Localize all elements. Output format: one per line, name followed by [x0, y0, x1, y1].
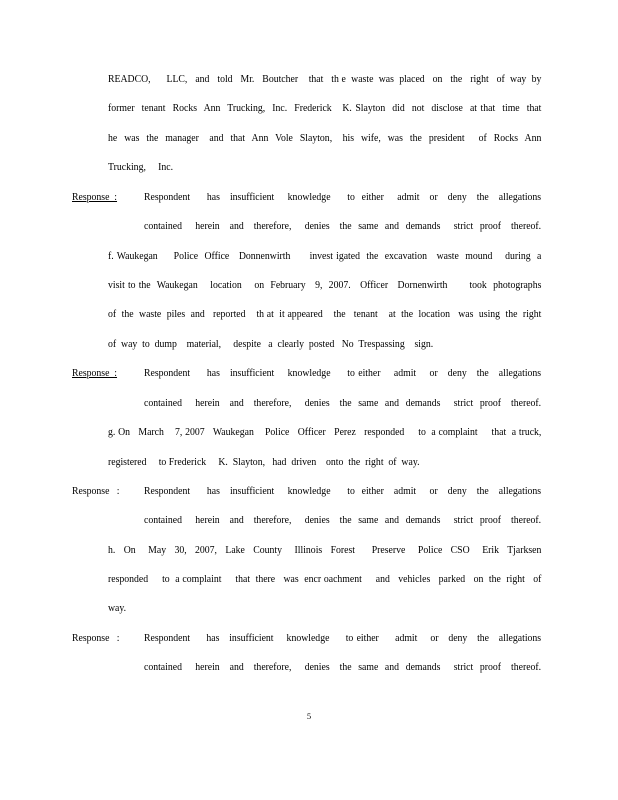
paragraph-e-line-2: former tenant Rocks Ann Trucking, Inc. Frederick K. Slayton did not disclose at that time that	[108, 103, 542, 114]
response-label: Response :	[72, 486, 120, 497]
paragraph-f-line-3: of the waste piles and reported th at it appeared the tenant at the location was using the right	[108, 309, 542, 320]
paragraph-g-line-2: registered to Frederick K. Slayton, had driven onto the right of way.	[108, 457, 420, 468]
response-text-line-1: Respondent has insufficient knowledge to either admit or deny the allegations	[144, 368, 542, 379]
paragraph-f-line-4: of way to dump material, despite a clearly posted No Trespassing sign.	[108, 339, 434, 350]
paragraph-f-line-2: visit to the Waukegan location on February 9, 2007. Officer Dornenwirth took photographs	[108, 280, 542, 291]
response-text-line-2: contained herein and therefore, denies the same and demands strict proof thereof.	[144, 398, 542, 409]
response-text-line-1: Respondent has insufficient knowledge to either admit or deny the allegations	[144, 633, 542, 644]
response-text-line-1: Respondent has insufficient knowledge to either admit or deny the allegations	[144, 192, 542, 203]
response-text-line-2: contained herein and therefore, denies the same and demands strict proof thereof.	[144, 662, 542, 673]
response-text-line-1: Respondent has insufficient knowledge to either admit or deny the allegations	[144, 486, 542, 497]
paragraph-e-line-4: Trucking, Inc.	[108, 162, 174, 173]
page-number: 5	[306, 711, 312, 721]
paragraph-g-line-1: g. On March 7, 2007 Waukegan Police Officer Perez responded to a complaint that a truck,	[108, 427, 542, 438]
paragraph-h-line-3: way.	[108, 603, 127, 614]
response-text-line-2: contained herein and therefore, denies the same and demands strict proof thereof.	[144, 221, 542, 232]
paragraph-e-line-3: he was the manager and that Ann Vole Slayton, his wife, was the president of Rocks Ann	[108, 133, 542, 144]
response-label: Response :	[72, 633, 120, 644]
paragraph-h-line-2: responded to a complaint that there was encr oachment and vehicles parked on the right of	[108, 574, 542, 585]
response-label: Response :	[72, 368, 118, 379]
response-text-line-2: contained herein and therefore, denies the same and demands strict proof thereof.	[144, 515, 542, 526]
response-label: Response :	[72, 192, 118, 203]
paragraph-e-line-1: READCO, LLC, and told Mr. Boutcher that th e waste was placed on the right of way by	[108, 74, 542, 85]
paragraph-h-line-1: h. On May 30, 2007, Lake County Illinois Forest Preserve Police CSO Erik Tjarksen	[108, 545, 542, 556]
paragraph-f-line-1: f. Waukegan Police Office Donnenwirth invest igated the excavation waste mound during a	[108, 251, 542, 262]
